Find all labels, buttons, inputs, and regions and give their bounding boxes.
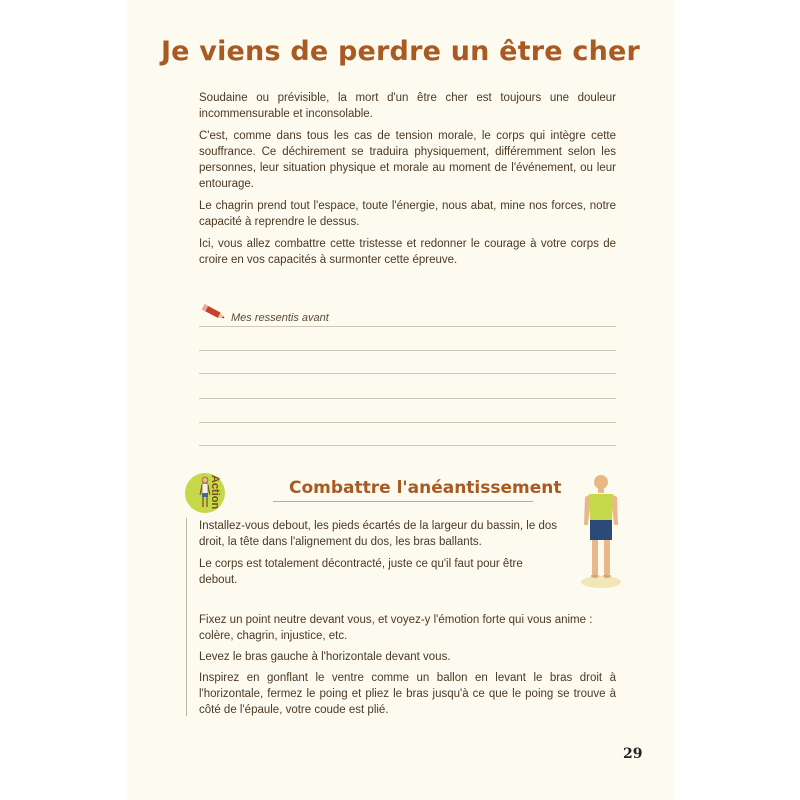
book-page — [127, 0, 674, 800]
notes-label: Mes ressentis avant — [231, 312, 329, 324]
exercise-step: Fixez un point neutre devant vous, et voyez-y l'émotion forte qui vous anime : colère, chagrin, injustice, etc. — [199, 614, 593, 642]
writing-line[interactable] — [199, 422, 616, 423]
section-title: Combattre l'anéantissement — [289, 478, 562, 498]
exercise-steps-bottom — [199, 612, 616, 723]
section-underline — [273, 501, 533, 502]
intro-paragraph: Ici, vous allez combattre cette tristesse et redonner le courage à votre corps de croire en vos capacités à surmonter cette épreuve. — [199, 238, 616, 266]
exercise-step: Levez le bras gauche à l'horizontale devant vous. — [199, 651, 451, 663]
page-number: 29 — [623, 746, 643, 762]
exercise-step: Installez-vous debout, les pieds écartés de la largeur du bassin, le dos droit, la tête dans l'alignement du dos, les bras ballants. — [199, 520, 557, 548]
pencil-icon — [199, 302, 227, 322]
intro-paragraph: Le chagrin prend tout l'espace, toute l'énergie, nous abat, mine nos forces, notre capacité à reprendre le dessus. — [199, 200, 616, 228]
sidebar-rule — [186, 518, 187, 716]
exercise-steps-top — [199, 518, 559, 594]
action-label: Action — [209, 475, 221, 510]
writing-line[interactable] — [199, 445, 616, 446]
intro-paragraph: C'est, comme dans tous les cas de tension morale, le corps qui intègre cette souffrance. Ce déchirement se traduira physiquement, différemment selon les personnes, leur situation physique et morale au moment de l'événement, ou leur entourage. — [199, 130, 616, 190]
standing-man-illustration — [575, 470, 627, 592]
writing-line[interactable] — [199, 398, 616, 399]
exercise-step: Inspirez en gonflant le ventre comme un ballon en levant le bras droit à l'horizontale, fermez le poing et pliez le bras jusqu'à ce que le poing se trouve à côté de l'épaule, votre coude est plié. — [199, 672, 616, 716]
intro-paragraph: Soudaine ou prévisible, la mort d'un être cher est toujours une douleur incommensurable et inconsolable. — [199, 92, 616, 120]
writing-line[interactable] — [199, 350, 616, 351]
writing-line[interactable] — [199, 373, 616, 374]
writing-line[interactable] — [199, 326, 616, 327]
intro-text — [199, 90, 616, 274]
exercise-step: Le corps est totalement décontracté, juste ce qu'il faut pour être debout. — [199, 558, 523, 586]
page-title: Je viens de perdre un être cher — [160, 36, 641, 67]
